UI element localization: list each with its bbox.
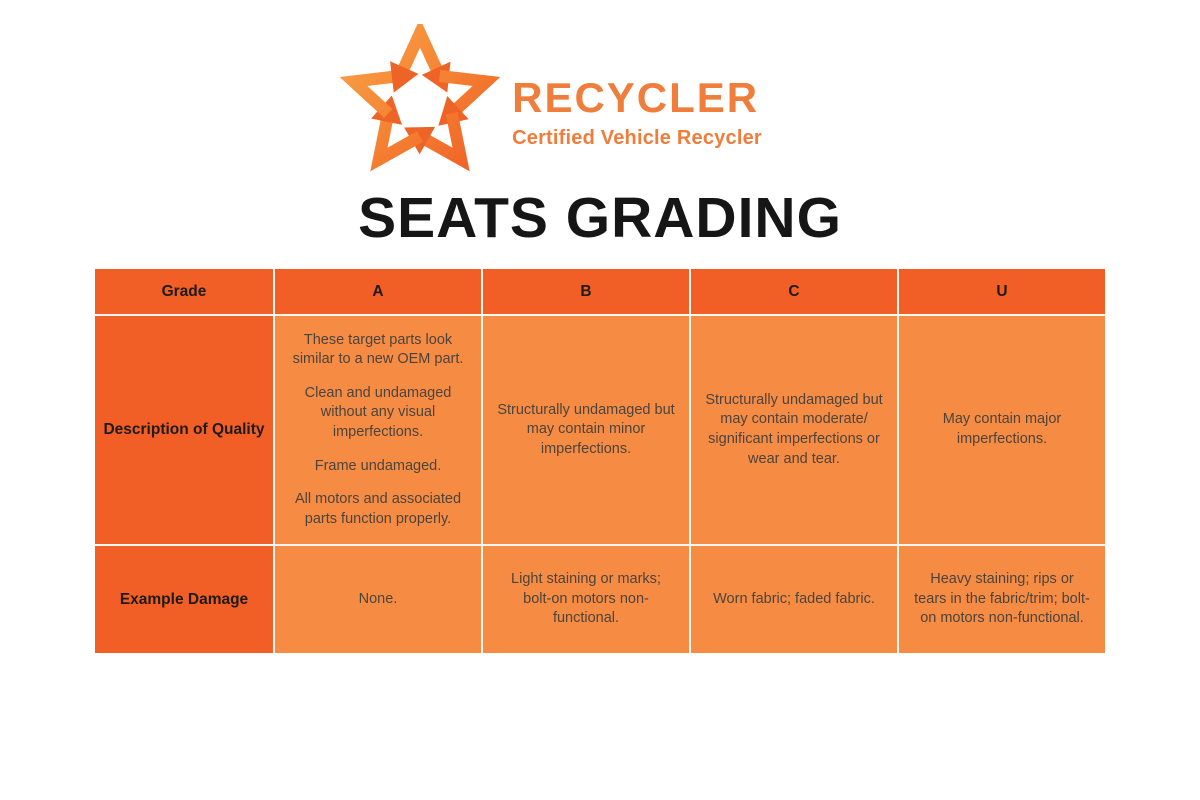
- cell-grade-c-damage: [691, 546, 897, 653]
- column-header-a: A: [275, 269, 481, 314]
- cell-paragraph: Heavy staining; rips or tears in the fabric/trim; bolt-on motors non-functional.: [914, 571, 1090, 627]
- brand-logo: [0, 0, 1150, 176]
- cell-grade-b-description: [483, 316, 689, 544]
- cell-paragraph: None.: [358, 590, 398, 607]
- page-title: SEATS GRADING: [358, 186, 842, 250]
- cell-grade-u-damage: [899, 546, 1105, 653]
- cell-grade-c-description: [691, 316, 897, 544]
- cell-paragraph: Structurally undamaged but may contain moderate/ significant imperfections or wear and tear.: [705, 391, 883, 467]
- grading-table: [95, 269, 1105, 653]
- cell-paragraph: Clean and undamaged without any visual imperfections.: [304, 384, 452, 440]
- cell-grade-a-damage: [275, 546, 481, 653]
- cell-grade-a-description: [275, 316, 481, 544]
- brand-text-block: [512, 50, 762, 149]
- column-header-u: U: [899, 269, 1105, 314]
- row-label-description-of-quality: Description of Quality: [95, 316, 273, 544]
- cell-paragraph: These target parts look similar to a new OEM part.: [292, 331, 464, 368]
- cell-paragraph: Frame undamaged.: [314, 457, 442, 474]
- brand-name: RECYCLER: [512, 74, 760, 122]
- recycling-star-icon: [338, 24, 502, 176]
- column-header-c: C: [691, 269, 897, 314]
- cell-paragraph: Light staining or marks; bolt-on motors non-functional.: [511, 571, 661, 627]
- cell-paragraph: Structurally undamaged but may contain minor imperfections.: [497, 401, 675, 457]
- column-header-b: B: [483, 269, 689, 314]
- cell-grade-b-damage: [483, 546, 689, 653]
- cell-paragraph: Worn fabric; faded fabric.: [713, 590, 875, 607]
- cell-grade-u-description: [899, 316, 1105, 544]
- cell-paragraph: All motors and associated parts function properly.: [294, 491, 462, 527]
- cell-paragraph: May contain major imperfections.: [942, 411, 1062, 447]
- brand-tagline: Certified Vehicle Recycler: [512, 126, 762, 149]
- column-header-grade: Grade: [95, 269, 273, 314]
- row-label-example-damage: Example Damage: [95, 546, 273, 653]
